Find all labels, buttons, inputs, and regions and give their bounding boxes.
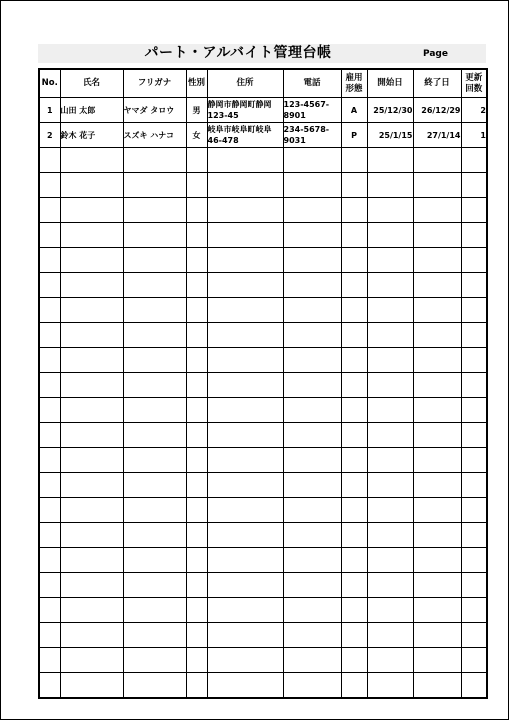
blank-cell[interactable] <box>186 223 207 248</box>
page-number-label: Page <box>423 49 448 59</box>
blank-cell[interactable] <box>283 448 341 473</box>
blank-cell[interactable] <box>60 573 123 598</box>
blank-cell[interactable] <box>123 223 186 248</box>
blank-cell[interactable] <box>123 498 186 523</box>
table-row <box>39 123 487 148</box>
blank-cell[interactable] <box>283 623 341 648</box>
blank-cell[interactable] <box>283 298 341 323</box>
blank-cell[interactable] <box>367 398 413 423</box>
blank-cell[interactable] <box>341 423 367 448</box>
blank-cell[interactable] <box>207 423 283 448</box>
blank-cell[interactable] <box>283 473 341 498</box>
row-phone-cell[interactable]: 123-4567- 8901 <box>283 98 341 123</box>
blank-cell[interactable] <box>186 598 207 623</box>
blank-cell[interactable] <box>413 298 461 323</box>
blank-cell[interactable] <box>186 298 207 323</box>
blank-row <box>39 598 487 623</box>
blank-cell[interactable] <box>461 148 487 173</box>
blank-row <box>39 198 487 223</box>
blank-cell[interactable] <box>461 223 487 248</box>
blank-cell[interactable] <box>413 423 461 448</box>
blank-cell[interactable] <box>461 323 487 348</box>
blank-cell[interactable] <box>341 548 367 573</box>
blank-cell[interactable] <box>461 473 487 498</box>
blank-row <box>39 273 487 298</box>
blank-cell[interactable] <box>341 398 367 423</box>
title-band <box>38 44 486 63</box>
blank-cell[interactable] <box>413 648 461 673</box>
row-name-cell[interactable]: 山田 太郎 <box>60 98 123 123</box>
blank-cell[interactable] <box>461 548 487 573</box>
blank-cell[interactable] <box>283 523 341 548</box>
blank-cell[interactable] <box>207 673 283 699</box>
blank-cell[interactable] <box>123 623 186 648</box>
row-gender-cell[interactable]: 女 <box>186 123 207 148</box>
col-header-renewals: 更新 回数 <box>461 69 487 98</box>
blank-cell[interactable] <box>39 273 60 298</box>
blank-cell[interactable] <box>413 198 461 223</box>
blank-cell[interactable] <box>341 223 367 248</box>
blank-cell[interactable] <box>341 348 367 373</box>
col-header-end-date: 終了日 <box>413 69 461 98</box>
blank-cell[interactable] <box>283 548 341 573</box>
blank-cell[interactable] <box>39 573 60 598</box>
blank-cell[interactable] <box>283 348 341 373</box>
col-header-kana: フリガナ <box>123 69 186 98</box>
blank-cell[interactable] <box>367 673 413 699</box>
blank-cell[interactable] <box>461 448 487 473</box>
blank-cell[interactable] <box>367 198 413 223</box>
blank-cell[interactable] <box>39 348 60 373</box>
row-employment-type-cell[interactable]: P <box>341 123 367 148</box>
blank-cell[interactable] <box>123 523 186 548</box>
blank-cell[interactable] <box>60 198 123 223</box>
blank-cell[interactable] <box>283 273 341 298</box>
blank-cell[interactable] <box>461 198 487 223</box>
blank-cell[interactable] <box>283 648 341 673</box>
blank-cell[interactable] <box>39 173 60 198</box>
blank-cell[interactable] <box>367 548 413 573</box>
blank-cell[interactable] <box>123 198 186 223</box>
blank-cell[interactable] <box>283 223 341 248</box>
blank-cell[interactable] <box>367 573 413 598</box>
blank-cell[interactable] <box>186 273 207 298</box>
blank-cell[interactable] <box>341 273 367 298</box>
blank-row <box>39 323 487 348</box>
blank-cell[interactable] <box>60 173 123 198</box>
blank-cell[interactable] <box>413 148 461 173</box>
blank-cell[interactable] <box>341 198 367 223</box>
blank-cell[interactable] <box>60 248 123 273</box>
blank-cell[interactable] <box>413 223 461 248</box>
blank-cell[interactable] <box>413 323 461 348</box>
blank-row <box>39 248 487 273</box>
blank-cell[interactable] <box>60 623 123 648</box>
blank-cell[interactable] <box>283 673 341 699</box>
blank-row <box>39 223 487 248</box>
blank-row <box>39 398 487 423</box>
blank-cell[interactable] <box>341 323 367 348</box>
blank-cell[interactable] <box>413 623 461 648</box>
blank-cell[interactable] <box>367 523 413 548</box>
row-renewals-cell[interactable]: 1 <box>461 123 487 148</box>
blank-cell[interactable] <box>207 548 283 573</box>
blank-cell[interactable] <box>413 248 461 273</box>
blank-cell[interactable] <box>60 373 123 398</box>
blank-row <box>39 348 487 373</box>
blank-row <box>39 573 487 598</box>
blank-cell[interactable] <box>367 348 413 373</box>
blank-row <box>39 673 487 699</box>
blank-cell[interactable] <box>461 598 487 623</box>
blank-cell[interactable] <box>186 423 207 448</box>
blank-cell[interactable] <box>461 273 487 298</box>
blank-cell[interactable] <box>60 398 123 423</box>
blank-cell[interactable] <box>123 573 186 598</box>
blank-cell[interactable] <box>207 298 283 323</box>
blank-cell[interactable] <box>207 473 283 498</box>
blank-cell[interactable] <box>186 623 207 648</box>
blank-cell[interactable] <box>207 248 283 273</box>
blank-cell[interactable] <box>341 373 367 398</box>
row-no-cell[interactable]: 2 <box>39 123 60 148</box>
blank-cell[interactable] <box>186 548 207 573</box>
blank-cell[interactable] <box>60 223 123 248</box>
blank-cell[interactable] <box>123 148 186 173</box>
blank-cell[interactable] <box>283 598 341 623</box>
blank-cell[interactable] <box>283 423 341 448</box>
blank-cell[interactable] <box>461 423 487 448</box>
blank-cell[interactable] <box>207 348 283 373</box>
blank-cell[interactable] <box>123 398 186 423</box>
blank-row <box>39 473 487 498</box>
row-address-cell[interactable]: 岐阜市岐阜町岐阜 46-478 <box>207 123 283 148</box>
row-name-cell[interactable]: 鈴木 花子 <box>60 123 123 148</box>
blank-cell[interactable] <box>461 173 487 198</box>
row-end-date-cell[interactable]: 27/1/14 <box>413 123 461 148</box>
blank-cell[interactable] <box>123 548 186 573</box>
blank-cell[interactable] <box>123 448 186 473</box>
row-kana-cell[interactable]: ヤマダ タロウ <box>123 98 186 123</box>
blank-cell[interactable] <box>367 598 413 623</box>
blank-cell[interactable] <box>461 298 487 323</box>
blank-cell[interactable] <box>39 423 60 448</box>
blank-cell[interactable] <box>341 573 367 598</box>
blank-cell[interactable] <box>461 623 487 648</box>
blank-cell[interactable] <box>123 473 186 498</box>
blank-cell[interactable] <box>207 148 283 173</box>
blank-cell[interactable] <box>367 223 413 248</box>
blank-cell[interactable] <box>123 423 186 448</box>
row-start-date-cell[interactable]: 25/12/30 <box>367 98 413 123</box>
blank-cell[interactable] <box>39 623 60 648</box>
blank-cell[interactable] <box>39 198 60 223</box>
blank-cell[interactable] <box>186 198 207 223</box>
blank-cell[interactable] <box>123 298 186 323</box>
blank-cell[interactable] <box>461 373 487 398</box>
blank-cell[interactable] <box>367 473 413 498</box>
blank-cell[interactable] <box>207 573 283 598</box>
blank-cell[interactable] <box>413 173 461 198</box>
blank-cell[interactable] <box>39 298 60 323</box>
blank-cell[interactable] <box>39 373 60 398</box>
blank-cell[interactable] <box>123 273 186 298</box>
blank-cell[interactable] <box>207 398 283 423</box>
blank-cell[interactable] <box>186 498 207 523</box>
blank-cell[interactable] <box>39 448 60 473</box>
row-end-date-cell[interactable]: 26/12/29 <box>413 98 461 123</box>
blank-cell[interactable] <box>413 498 461 523</box>
blank-cell[interactable] <box>39 398 60 423</box>
blank-row <box>39 548 487 573</box>
row-renewals-cell[interactable]: 2 <box>461 98 487 123</box>
blank-cell[interactable] <box>207 598 283 623</box>
blank-cell[interactable] <box>461 398 487 423</box>
col-header-phone: 電話 <box>283 69 341 98</box>
blank-cell[interactable] <box>413 573 461 598</box>
blank-cell[interactable] <box>186 148 207 173</box>
blank-cell[interactable] <box>341 598 367 623</box>
blank-cell[interactable] <box>207 373 283 398</box>
blank-cell[interactable] <box>186 398 207 423</box>
blank-cell[interactable] <box>367 623 413 648</box>
blank-cell[interactable] <box>341 648 367 673</box>
blank-cell[interactable] <box>39 523 60 548</box>
blank-cell[interactable] <box>461 648 487 673</box>
blank-cell[interactable] <box>60 498 123 523</box>
blank-cell[interactable] <box>413 598 461 623</box>
blank-cell[interactable] <box>186 248 207 273</box>
blank-cell[interactable] <box>186 348 207 373</box>
blank-cell[interactable] <box>186 323 207 348</box>
blank-cell[interactable] <box>186 673 207 699</box>
blank-cell[interactable] <box>60 423 123 448</box>
blank-cell[interactable] <box>341 248 367 273</box>
blank-cell[interactable] <box>413 523 461 548</box>
blank-cell[interactable] <box>283 148 341 173</box>
page-title: パート・アルバイト管理台帳 <box>144 45 332 61</box>
blank-cell[interactable] <box>367 448 413 473</box>
blank-cell[interactable] <box>207 523 283 548</box>
blank-cell[interactable] <box>60 348 123 373</box>
blank-row <box>39 173 487 198</box>
blank-cell[interactable] <box>413 373 461 398</box>
blank-cell[interactable] <box>283 498 341 523</box>
blank-cell[interactable] <box>39 148 60 173</box>
blank-cell[interactable] <box>207 273 283 298</box>
blank-cell[interactable] <box>186 448 207 473</box>
header-row <box>39 69 487 98</box>
blank-cell[interactable] <box>186 373 207 398</box>
blank-cell[interactable] <box>367 248 413 273</box>
blank-cell[interactable] <box>461 348 487 373</box>
blank-cell[interactable] <box>123 248 186 273</box>
row-phone-cell[interactable]: 234-5678- 9031 <box>283 123 341 148</box>
ledger-body <box>39 98 487 699</box>
col-header-employment-type: 雇用 形態 <box>341 69 367 98</box>
blank-cell[interactable] <box>367 148 413 173</box>
blank-cell[interactable] <box>123 673 186 699</box>
blank-row <box>39 623 487 648</box>
blank-cell[interactable] <box>283 198 341 223</box>
blank-cell[interactable] <box>39 498 60 523</box>
blank-cell[interactable] <box>283 573 341 598</box>
blank-cell[interactable] <box>123 373 186 398</box>
blank-cell[interactable] <box>341 448 367 473</box>
blank-cell[interactable] <box>461 498 487 523</box>
blank-cell[interactable] <box>341 673 367 699</box>
blank-cell[interactable] <box>60 148 123 173</box>
blank-cell[interactable] <box>39 548 60 573</box>
table-row <box>39 98 487 123</box>
blank-cell[interactable] <box>39 473 60 498</box>
blank-cell[interactable] <box>39 223 60 248</box>
blank-cell[interactable] <box>341 623 367 648</box>
blank-cell[interactable] <box>341 148 367 173</box>
blank-cell[interactable] <box>207 173 283 198</box>
blank-row <box>39 523 487 548</box>
blank-cell[interactable] <box>60 298 123 323</box>
blank-cell[interactable] <box>461 248 487 273</box>
blank-cell[interactable] <box>413 448 461 473</box>
ledger-table <box>38 68 488 699</box>
blank-cell[interactable] <box>367 648 413 673</box>
blank-row <box>39 648 487 673</box>
blank-cell[interactable] <box>283 173 341 198</box>
blank-cell[interactable] <box>207 498 283 523</box>
blank-row <box>39 373 487 398</box>
blank-cell[interactable] <box>39 598 60 623</box>
blank-cell[interactable] <box>60 673 123 699</box>
blank-cell[interactable] <box>413 273 461 298</box>
blank-cell[interactable] <box>461 573 487 598</box>
blank-cell[interactable] <box>60 473 123 498</box>
blank-row <box>39 423 487 448</box>
blank-cell[interactable] <box>60 648 123 673</box>
blank-cell[interactable] <box>186 523 207 548</box>
row-address-cell[interactable]: 静岡市静岡町静岡 123-45 <box>207 98 283 123</box>
blank-cell[interactable] <box>207 323 283 348</box>
blank-cell[interactable] <box>367 373 413 398</box>
blank-cell[interactable] <box>39 248 60 273</box>
blank-cell[interactable] <box>39 673 60 699</box>
blank-cell[interactable] <box>367 298 413 323</box>
blank-cell[interactable] <box>341 523 367 548</box>
col-header-gender: 性別 <box>186 69 207 98</box>
blank-cell[interactable] <box>123 348 186 373</box>
blank-cell[interactable] <box>60 548 123 573</box>
blank-cell[interactable] <box>123 173 186 198</box>
col-header-start-date: 開始日 <box>367 69 413 98</box>
blank-cell[interactable] <box>367 323 413 348</box>
row-start-date-cell[interactable]: 25/1/15 <box>367 123 413 148</box>
blank-cell[interactable] <box>341 473 367 498</box>
blank-cell[interactable] <box>186 173 207 198</box>
blank-cell[interactable] <box>60 523 123 548</box>
blank-cell[interactable] <box>123 323 186 348</box>
blank-cell[interactable] <box>367 423 413 448</box>
blank-cell[interactable] <box>341 498 367 523</box>
blank-cell[interactable] <box>39 323 60 348</box>
blank-cell[interactable] <box>60 273 123 298</box>
blank-cell[interactable] <box>207 623 283 648</box>
blank-cell[interactable] <box>39 648 60 673</box>
blank-cell[interactable] <box>207 198 283 223</box>
blank-cell[interactable] <box>413 348 461 373</box>
blank-cell[interactable] <box>60 598 123 623</box>
blank-cell[interactable] <box>60 323 123 348</box>
blank-cell[interactable] <box>123 598 186 623</box>
row-employment-type-cell[interactable]: A <box>341 98 367 123</box>
blank-cell[interactable] <box>207 223 283 248</box>
blank-cell[interactable] <box>207 648 283 673</box>
blank-cell[interactable] <box>283 323 341 348</box>
blank-cell[interactable] <box>283 248 341 273</box>
blank-cell[interactable] <box>186 648 207 673</box>
blank-cell[interactable] <box>367 173 413 198</box>
blank-cell[interactable] <box>461 673 487 699</box>
row-gender-cell[interactable]: 男 <box>186 98 207 123</box>
row-kana-cell[interactable]: スズキ ハナコ <box>123 123 186 148</box>
blank-cell[interactable] <box>413 673 461 699</box>
blank-cell[interactable] <box>186 473 207 498</box>
blank-cell[interactable] <box>123 648 186 673</box>
blank-cell[interactable] <box>413 548 461 573</box>
row-no-cell[interactable]: 1 <box>39 98 60 123</box>
blank-cell[interactable] <box>341 173 367 198</box>
blank-cell[interactable] <box>283 398 341 423</box>
blank-cell[interactable] <box>207 448 283 473</box>
blank-cell[interactable] <box>283 373 341 398</box>
blank-row <box>39 148 487 173</box>
blank-cell[interactable] <box>367 273 413 298</box>
blank-cell[interactable] <box>413 398 461 423</box>
blank-row <box>39 298 487 323</box>
blank-cell[interactable] <box>341 298 367 323</box>
blank-cell[interactable] <box>186 573 207 598</box>
col-header-name: 氏名 <box>60 69 123 98</box>
col-header-no: No. <box>39 69 60 98</box>
blank-cell[interactable] <box>461 523 487 548</box>
col-header-address: 住所 <box>207 69 283 98</box>
blank-cell[interactable] <box>413 473 461 498</box>
blank-row <box>39 448 487 473</box>
blank-cell[interactable] <box>367 498 413 523</box>
blank-row <box>39 498 487 523</box>
blank-cell[interactable] <box>60 448 123 473</box>
